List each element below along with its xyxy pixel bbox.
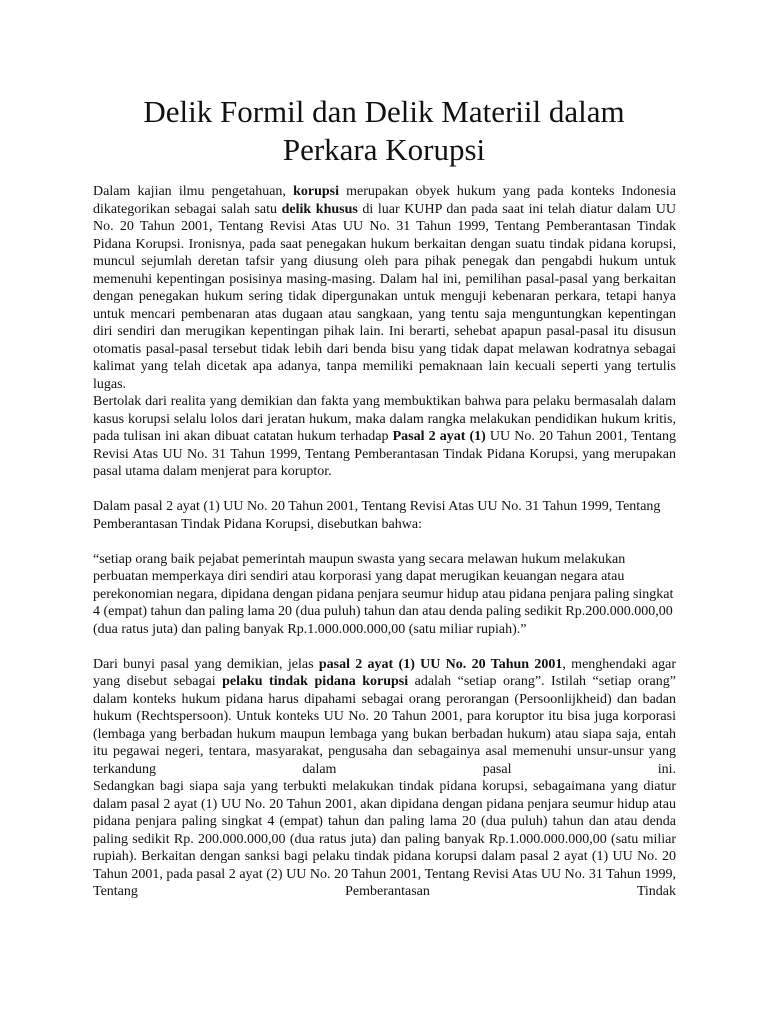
bold-term-korupsi: korupsi <box>293 184 339 199</box>
text-run: Bertolak dari realita yang demikian dan fakta yang membuktikan bahwa para pelaku bermasalah dalam kasus korupsi selalu lolos dari jeratan hukum, maka dalam rangka melakukan pendidikan hukum kritis, pada tulisan ini akan dibuat catatan hukum terhadap <box>93 394 676 444</box>
paragraph-gap <box>93 481 676 499</box>
bold-term-pasal-uu: pasal 2 ayat (1) UU No. 20 Tahun 2001 <box>318 656 563 672</box>
text-run: UU No. 20 Tahun 2001, Tentang Revisi Atas UU No. 31 Tahun 1999, Tentang Pemberantasan Tindak Pidana Korupsi, yang merupakan pasal utama dalam menjerat para koruptor. <box>93 429 676 479</box>
paragraph-bertolak <box>93 393 676 481</box>
quote-pasal: “setiap orang baik pejabat pemerintah maupun swasta yang secara melawan hukum melakukan perbuatan memperkaya diri sendiri atau korporasi yang dapat merugikan keuangan negara atau perekonomian negara, dipidana dengan pidana penjara seumur hidup atau pidana penjara paling singkat 4 (empat) tahun dan paling lama 20 (dua puluh) tahun dan atau denda paling sedikit Rp.200.000.000,00 (dua ratus juta) dan paling banyak Rp.1.000.000.000,00 (satu miliar rupiah).” <box>93 551 674 637</box>
bold-term-delik-khusus: delik khusus <box>281 201 358 217</box>
text-run: Dari bunyi pasal yang demikian, jelas <box>93 656 319 672</box>
bold-term-pelaku: pelaku tindak pidana korupsi <box>222 674 409 689</box>
text-run: adalah “setiap orang”. Istilah “setiap orang” dalam konteks hukum pidana harus dipahami sebagai orang perorangan (Persoonlijkheid) dan badan hukum (Rechtspersoon). Untuk konteks UU No. 20 Tahun 2001, para koruptor itu bisa juga korporasi (lembaga yang berbadan hukum maupun lembaga yang bukan berbadan hukum) atau siapa saja, entah itu pegawai negeri, tentara, masyarakat, pengusaha dan sebagainya asal memenuhi unsur-unsur yang terkandung dalam pasal ini. <box>93 674 676 777</box>
paragraph-sedangkan: Sedangkan bagi siapa saja yang terbukti melakukan tindak pidana korupsi, sebagaimana yang diatur dalam pasal 2 ayat (1) UU No. 20 Tahun 2001, akan dipidana dengan pidana penjara seumur hidup atau pidana penjara paling singkat 4 (empat) tahun dan paling lama 20 (dua puluh) tahun dan atau denda paling sedikit Rp. 200.000.000,00 (dua ratus juta) dan paling banyak Rp.1.000.000.000,00 (satu miliar rupiah). Berkaitan dengan sanksi bagi pelaku tindak pidana korupsi dalam pasal 2 ayat (1) UU No. 20 Tahun 2001, pada pasal 2 ayat (2) UU No. 20 Tahun 2001, Tentang Revisi Atas UU No. 31 Tahun 1999, Tentang Pemberantasan Tindak <box>93 779 676 899</box>
paragraph-dari-bunyi <box>93 656 676 779</box>
paragraph-dalam-pasal: Dalam pasal 2 ayat (1) UU No. 20 Tahun 2001, Tentang Revisi Atas UU No. 31 Tahun 1999, Tentang Pemberantasan Tindak Pidana Korupsi, disebutkan bahwa: <box>93 499 661 532</box>
title-line-1: Delik Formil dan Delik Materiil dalam <box>143 94 625 129</box>
title-line-2: Perkara Korupsi <box>282 132 486 167</box>
text-run: , menghendaki agar yang disebut sebagai <box>93 656 676 689</box>
text-run: merupakan obyek hukum yang pada konteks Indonesia dikategorikan sebagai salah satu <box>93 184 676 217</box>
text-run: Dalam kajian ilmu pengetahuan, <box>93 184 294 199</box>
paragraph-gap <box>93 638 676 656</box>
paragraph-gap <box>93 533 676 551</box>
bold-term-pasal-2-ayat-1: Pasal 2 ayat (1) <box>392 429 486 444</box>
document-title <box>60 93 708 169</box>
text-run: di luar KUHP dan pada saat ini telah diatur dalam UU No. 20 Tahun 2001, Tentang Revisi Atas UU No. 31 Tahun 1999, Tentang Pemberantasan Tindak Pidana Korupsi. Ironisnya, pada saat penegakan hukum berkaitan dengan suatu tindak pidana korupsi, muncul sejumlah deretan tafsir yang diusung oleh para pihak penegak dan pengabdi hukum untuk memenuhi kepentingan posisinya masing-masing. Dalam hal ini, pemilihan pasal-pasal yang berkaitan dengan penegakan hukum sering tidak dipergunakan untuk menguji kebenaran perkara, tetapi hanya untuk mencari pembenaran atas dugaan atau sangkaan, yang tentu saja menguntungkan kepentingan diri sendiri dan merugikan kepentingan pihak lain. Ini berarti, sehebat apapun pasal-pasal itu disusun otomatis pasal-pasal tersebut tidak lebih dari benda bisu yang tidak dapat melawan kodratnya sebagai kalimat yang telah dicetak apa adanya, tanpa memiliki pemaknaan lain kecuali seperti yang tertulis lugas. <box>93 201 677 392</box>
paragraph-intro <box>93 183 676 393</box>
document-body <box>93 183 676 901</box>
